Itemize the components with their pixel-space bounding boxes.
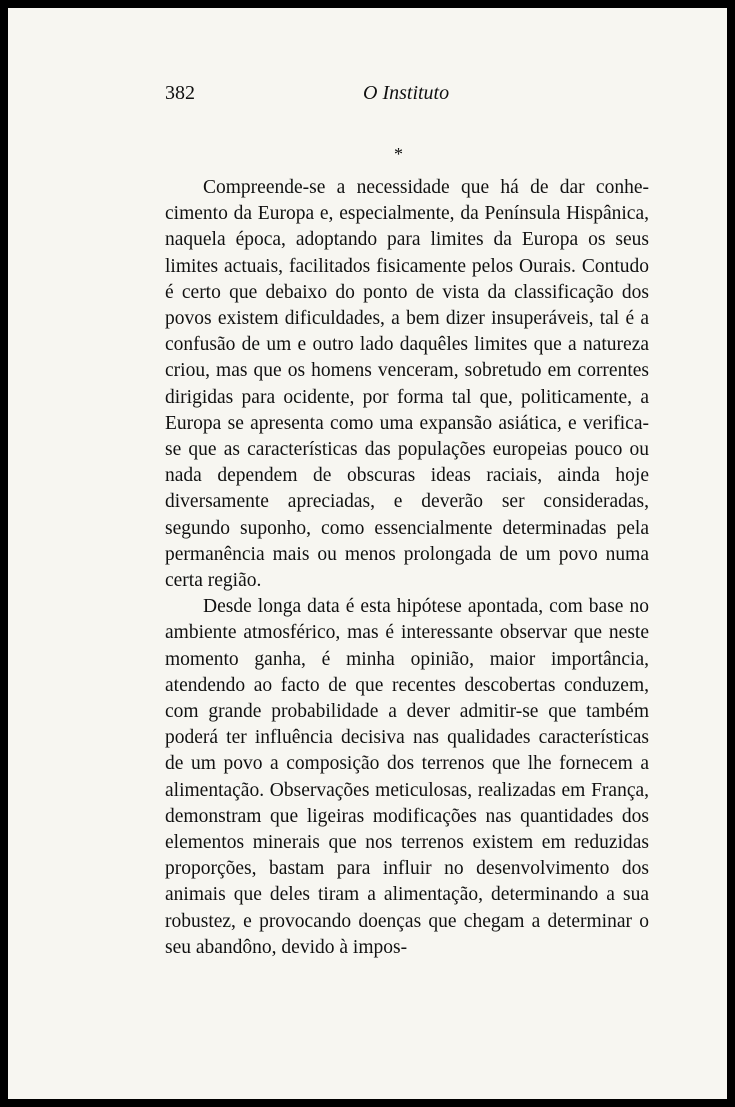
body-text: [165, 175, 649, 961]
running-title: O Instituto: [363, 82, 450, 104]
paragraph: Desde longa data é esta hipótese apontada, com base no ambiente atmosférico, mas é interessante observar que neste momento ganha, é minha opinião, maior importância, atendendo ao facto de que recentes descobertas conduzem, com grande probabilidade a dever admitir-se que também poderá ter influência decisiva nas qualidades características de um povo a composição dos terrenos que lhe fornecem a alimentação. Observações meticulosas, realizadas em França, demonstram que ligeiras modificações nas quantidades dos elementos minerais que nos terrenos existem em reduzidas proporções, bastam para influir no desenvolvimento dos animais que deles tiram a alimentação, determinando a sua robustez, e provocando doenças que chegam a determinar o seu abandôno, devido à impos-: [165, 596, 649, 958]
page-number: 382: [165, 82, 195, 104]
paragraph: Compreende-se a necessidade que há de dar conhecimento da Europa e, especialmente, da Península Hispânica, naquela época, adoptando para limites da Europa os seus limites actuais, facilitados fisicamente pelos Ourais. Contudo é certo que debaixo do ponto de vista da classificação dos povos existem dificuldades, a bem dizer insuperáveis, tal é a confusão de um e outro lado daquêles limites que a natureza criou, mas que os homens venceram, sobretudo em correntes dirigidas para ocidente, por forma tal que, politicamente, a Europa se apresenta como uma expansão asiática, e verifica-se que as características das populações europeias pouco ou nada dependem de obscuras ideas raciais, ainda hoje diversamente apreciadas, e deverão ser consideradas, segundo suponho, como essencialmente determinadas pela permanência mais ou menos prolongada de um povo numa certa região.: [165, 177, 649, 592]
book-page: [8, 8, 727, 1099]
page-header: [165, 82, 647, 112]
section-separator: *: [394, 144, 403, 164]
